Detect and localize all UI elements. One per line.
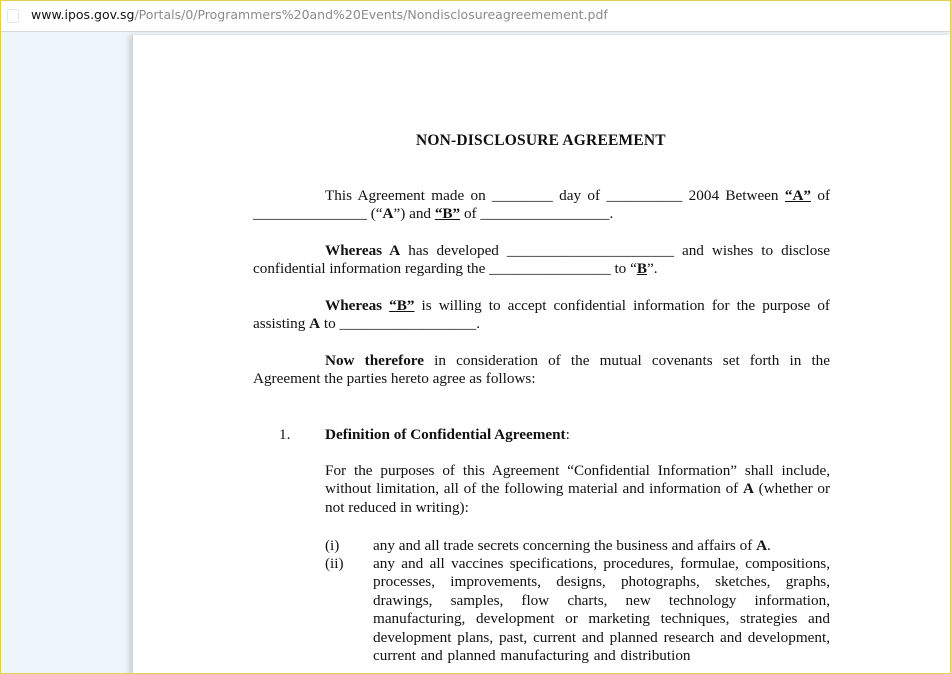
section-heading: Definition of Confidential Agreement: [325,426,570,443]
party-b-ref: “B” [434,205,461,223]
pdf-viewer[interactable] [1,32,950,673]
page-icon [7,9,19,23]
paragraph-agreement-parties: This Agreement made on ________ day of __________ 2004 Between “A” of _______________ (“A”) and “B” of _________________. [253,187,831,223]
document-title: NON-DISCLOSURE AGREEMENT [416,132,666,149]
section-number: 1. [279,426,291,443]
address-bar[interactable] [1,1,950,32]
party-a-ref: “A” [784,187,812,204]
pdf-page [132,35,951,674]
section-intro: For the purposes of this Agreement “Confidential Information” shall include, without limitation, all of the following material and information of A (whether or not reduced in writing): [325,462,831,516]
paragraph-now-therefore: Now therefore in consideration of the mutual covenants set forth in the Agreement the parties hereto agree as follows: [253,352,830,388]
paragraph-whereas-a: Whereas A has developed ______________________ and wishes to disclose confidential information regarding the ________________ to “B”. [253,242,831,278]
paragraph-whereas-b: Whereas “B” is willing to accept confidential information for the purpose of assisting A to __________________. [253,297,830,333]
list-item: any and all vaccines specifications, procedures, formulae, compositions, processes, improvements, designs, photographs, sketches, graphs, drawings, samples, flow charts, new technology information, manufacturing, development or marketing techniques, strategies and development plans, past, current and planned research and development, current and planned manufacturing and distribution [373,555,830,665]
url-text[interactable] [31,1,608,29]
list-item: any and all trade secrets concerning the business and affairs of A. [373,537,771,554]
url-domain: www.ipos.gov.sg [31,7,135,22]
list-marker: (ii) [325,555,344,572]
list-marker: (i) [325,537,340,554]
url-path: /Portals/0/Programmers%20and%20Events/Nondisclosureagreemement.pdf [134,7,608,22]
